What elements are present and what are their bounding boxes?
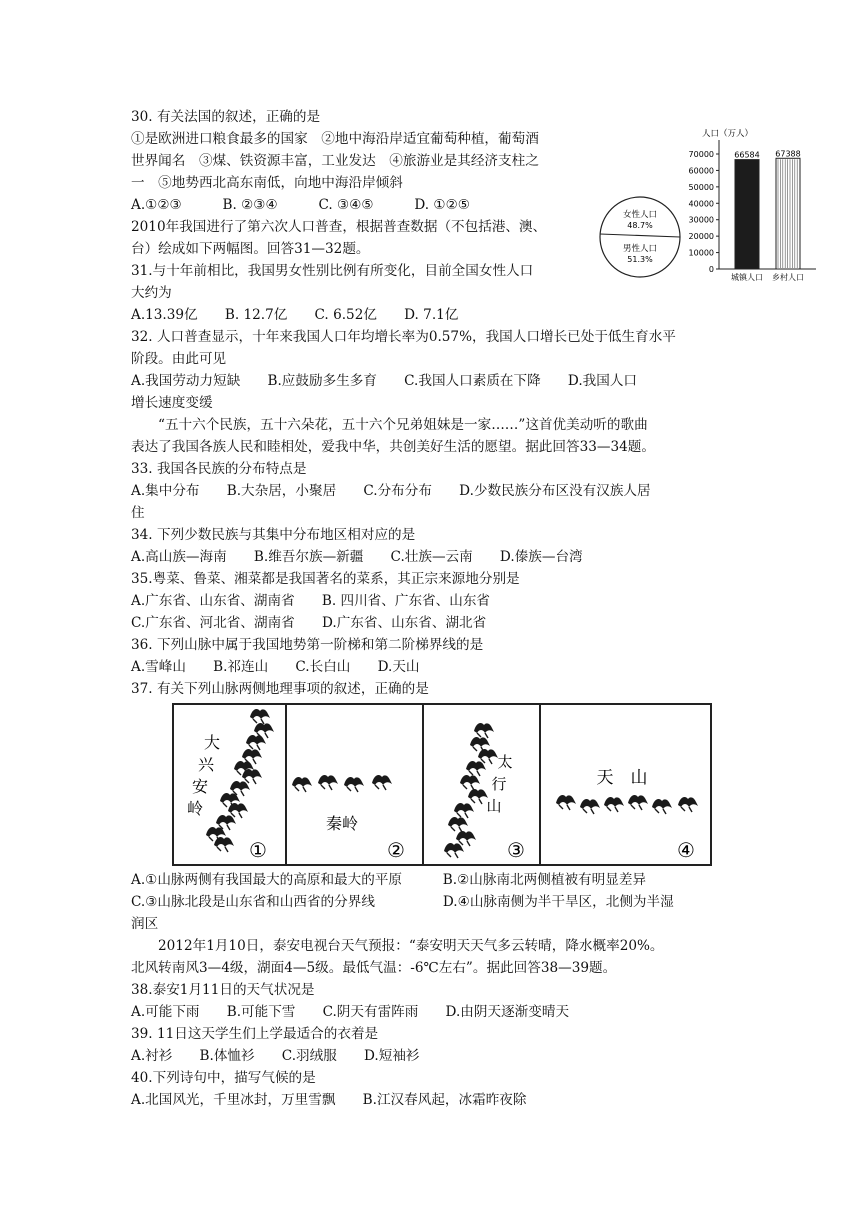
pie-male-label: 男性人口 [622,244,658,254]
census-svg [598,118,823,288]
q36-stem: 36. 下列山脉中属于我国地势第一阶梯和第二阶梯界线的是 [131,637,484,653]
sex-ratio-pie [600,197,680,277]
ethnic-intro: 表达了我国各族人民和睦相处，爱我中华，共创美好生活的愿望。据此回答33—34题。 [131,439,655,455]
pie-female-value: 48.7% [627,221,653,230]
q35-options: C.广东省、河北省、湖南省 D.广东省、山东省、湖北省 [131,615,487,631]
q37-stem: 37. 有关下列山脉两侧地理事项的叙述，正确的是 [131,681,429,697]
q30-options: A.①②③ B. ②③④ C. ③④⑤ D. ①②⑤ [131,197,470,213]
q31-options: A.13.39亿 B. 12.7亿 C. 6.52亿 D. 7.1亿 [131,307,459,323]
mountain-label: 天 山 [596,768,648,788]
bar-ytick-label: 30000 [688,215,714,225]
census-intro: 2010年我国进行了第六次人口普查，根据普查数据（不包括港、澳、 [131,219,547,235]
q30-text: 一 ⑤地势西北高东南低，向地中海沿岸倾斜 [131,175,403,191]
bar-ytick-label: 50000 [688,182,714,192]
bar-ytick-label: 70000 [688,150,714,159]
bar-value-label: 67388 [775,149,801,159]
q33-options: 住 [131,505,145,521]
mountain-label-char: 太 [497,753,513,771]
ethnic-intro: “五十六个民族，五十六朵花，五十六个兄弟姐妹是一家……”这首优美动听的歌曲 [158,417,648,433]
q30-text: 世界闻名 ③煤、铁资源丰富，工业发达 ④旅游业是其经济支柱之 [131,153,539,169]
mountain-svg [172,703,712,866]
q35-options: A.广东省、山东省、湖南省 B. 四川省、广东省、山东省 [131,593,491,609]
q37-options: A.①山脉两侧有我国最大的高原和最大的平原 B.②山脉南北两侧植被有明显差异 [131,872,647,888]
q32-options: 增长速度变缓 [131,395,213,411]
q40-stem: 40.下列诗句中，描写气候的是 [131,1070,316,1086]
bar-category-label: 乡村人口 [772,273,804,282]
q30-text: ①是欧洲进口粮食最多的国家 ②地中海沿岸适宜葡萄种植，葡萄酒 [131,131,539,147]
q37-options: C.③山脉北段是山东省和山西省的分界线 D.④山脉南侧为半干旱区，北侧为半湿 [131,894,674,910]
bar-value-label: 66584 [734,150,760,160]
mountain-label-char: 大 [203,733,221,752]
pie-male-value: 51.3% [627,255,653,264]
panel-number: ① [249,838,267,862]
q31-stem: 31.与十年前相比，我国男女性别比例有所变化，目前全国女性人口 [131,263,534,279]
q31-stem: 大约为 [131,285,172,301]
bar-ylabel: 人口（万人） [702,129,754,139]
q32-options: A.我国劳动力短缺 B.应鼓励多生多育 C.我国人口素质在下降 D.我国人口 [131,373,638,389]
q34-options: A.高山族—海南 B.维吾尔族—新疆 C.壮族—云南 D.傣族—台湾 [131,549,583,565]
bar-ytick-label: 40000 [688,199,714,209]
bar-ytick-label: 10000 [688,248,714,258]
q32-stem: 32. 人口普查显示，十年来我国人口年均增长率为0.57%，我国人口增长已处于低生育水平 [131,329,676,345]
bar-1 [776,158,800,269]
panel-number: ③ [507,838,525,862]
census-intro: 台）绘成如下两幅图。回答31—32题。 [131,241,370,257]
q37-options: 润区 [131,916,159,932]
bar-0 [735,160,759,269]
mountain-label-char: 行 [491,775,507,793]
q35-stem: 35.粤菜、鲁菜、湘菜都是我国著名的菜系，其正宗来源地分别是 [131,571,520,587]
q38-stem: 38.泰安1月11日的天气状况是 [131,982,315,998]
weather-intro: 2012年1月10日，泰安电视台天气预报：“泰安明天天气多云转晴，降水概率20%。 [158,938,664,954]
bar-ytick-label: 0 [708,265,714,274]
mountain-label-char: 兴 [197,755,215,774]
q33-stem: 33. 我国各民族的分布特点是 [131,461,307,477]
mountain-label-char: 岭 [186,799,204,818]
q30-stem: 30. 有关法国的叙述，正确的是 [131,109,321,125]
q36-options: A.雪峰山 B.祁连山 C.长白山 D.天山 [131,659,420,675]
panel-number: ② [387,838,405,862]
q39-options: A.衬衫 B.体恤衫 C.羽绒服 D.短袖衫 [131,1048,420,1064]
q38-options: A.可能下雨 B.可能下雪 C.阴天有雷阵雨 D.由阴天逐渐变晴天 [131,1004,570,1020]
population-bar-chart [689,128,816,282]
bar-ytick-label: 60000 [688,166,714,176]
mountain-label-char: 安 [191,777,209,796]
q40-options: A.北国风光，千里冰封，万里雪飘 B.江汉春风起，冰霜昨夜除 [131,1092,527,1108]
q33-options: A.集中分布 B.大杂居，小聚居 C.分布分布 D.少数民族分布区没有汉族人居 [131,483,651,499]
census-figures [598,118,823,288]
mountain-figures [172,703,712,866]
bar-category-label: 城镇人口 [731,273,763,282]
mountain-label: 秦岭 [325,814,359,833]
mountain-label-char: 山 [486,797,502,815]
q34-stem: 34. 下列少数民族与其集中分布地区相对应的是 [131,527,416,543]
weather-intro: 北风转南风3—4级，湖面4—5级。最低气温：-6℃左右”。据此回答38—39题。 [131,960,617,976]
q32-stem: 阶段。由此可见 [131,351,227,367]
q39-stem: 39. 11日这天学生们上学最适合的衣着是 [131,1026,379,1042]
panel-number: ④ [677,838,695,862]
bar-ytick-label: 20000 [688,232,714,242]
pie-female-label: 女性人口 [622,210,658,220]
